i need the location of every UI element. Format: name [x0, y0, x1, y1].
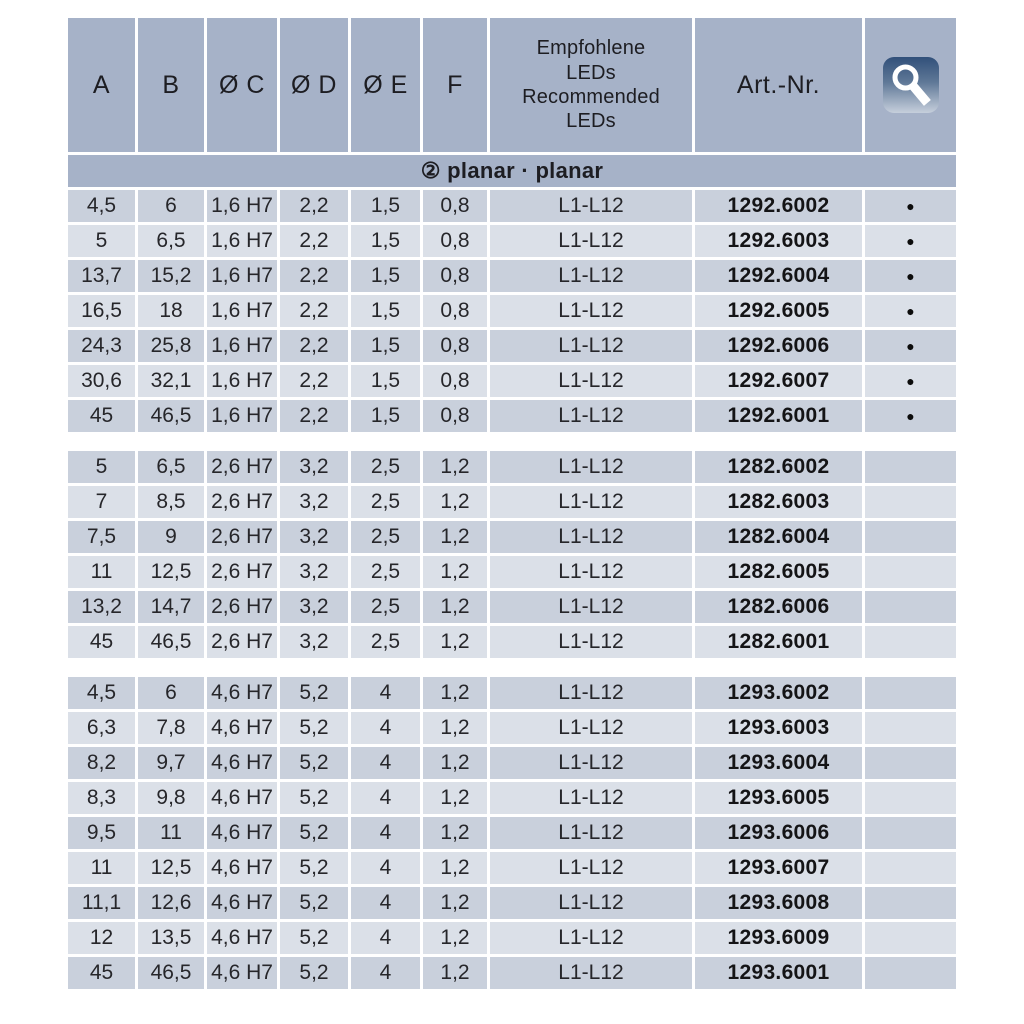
cell-b: 6: [138, 677, 204, 709]
cell-zoom: [865, 747, 956, 779]
cell-e: 2,5: [351, 626, 420, 658]
cell-leds: L1-L12: [490, 922, 692, 954]
cell-a: 7,5: [68, 521, 135, 553]
cell-e: 1,5: [351, 190, 420, 222]
column-header-zoom: [865, 18, 956, 152]
cell-a: 11: [68, 852, 135, 884]
cell-zoom: ●: [865, 225, 956, 257]
column-header-line: Recommended: [522, 86, 660, 108]
cell-a: 4,5: [68, 677, 135, 709]
column-header-a: A: [68, 18, 135, 152]
cell-c: 2,6 H7: [207, 451, 277, 483]
cell-a: 8,2: [68, 747, 135, 779]
cell-d: 3,2: [280, 556, 348, 588]
cell-b: 9,7: [138, 747, 204, 779]
column-header-leds: [490, 18, 692, 152]
cell-a: 30,6: [68, 365, 135, 397]
cell-f: 0,8: [423, 365, 487, 397]
cell-d: 2,2: [280, 295, 348, 327]
cell-zoom: [865, 852, 956, 884]
cell-a: 45: [68, 957, 135, 989]
cell-zoom: [865, 957, 956, 989]
cell-e: 4: [351, 922, 420, 954]
cell-b: 12,5: [138, 852, 204, 884]
cell-e: 2,5: [351, 556, 420, 588]
cell-f: 1,2: [423, 922, 487, 954]
cell-art: 1282.6001: [695, 626, 862, 658]
cell-f: 1,2: [423, 677, 487, 709]
cell-d: 2,2: [280, 330, 348, 362]
section-header-row: ② planar · planar: [68, 155, 956, 187]
cell-zoom: [865, 556, 956, 588]
cell-art: 1293.6003: [695, 712, 862, 744]
group-gap: [68, 435, 956, 448]
cell-f: 0,8: [423, 295, 487, 327]
cell-e: 4: [351, 817, 420, 849]
cell-a: 6,3: [68, 712, 135, 744]
cell-c: 2,6 H7: [207, 626, 277, 658]
cell-a: 11,1: [68, 887, 135, 919]
cell-zoom: [865, 486, 956, 518]
cell-b: 7,8: [138, 712, 204, 744]
cell-c: 2,6 H7: [207, 486, 277, 518]
cell-f: 0,8: [423, 400, 487, 432]
cell-leds: L1-L12: [490, 451, 692, 483]
cell-d: 2,2: [280, 365, 348, 397]
cell-a: 45: [68, 400, 135, 432]
cell-d: 5,2: [280, 677, 348, 709]
cell-e: 4: [351, 782, 420, 814]
cell-c: 1,6 H7: [207, 295, 277, 327]
cell-art: 1292.6007: [695, 365, 862, 397]
column-header-e: Ø E: [351, 18, 420, 152]
cell-e: 4: [351, 852, 420, 884]
cell-art: 1282.6004: [695, 521, 862, 553]
cell-d: 3,2: [280, 521, 348, 553]
cell-a: 5: [68, 225, 135, 257]
cell-leds: L1-L12: [490, 295, 692, 327]
cell-c: 4,6 H7: [207, 852, 277, 884]
cell-art: 1293.6006: [695, 817, 862, 849]
cell-c: 1,6 H7: [207, 225, 277, 257]
cell-leds: L1-L12: [490, 712, 692, 744]
cell-a: 45: [68, 626, 135, 658]
cell-d: 2,2: [280, 225, 348, 257]
cell-f: 1,2: [423, 486, 487, 518]
cell-c: 2,6 H7: [207, 556, 277, 588]
cell-a: 12: [68, 922, 135, 954]
column-header-d: Ø D: [280, 18, 348, 152]
cell-zoom: ●: [865, 260, 956, 292]
cell-art: 1292.6005: [695, 295, 862, 327]
cell-b: 8,5: [138, 486, 204, 518]
cell-b: 46,5: [138, 626, 204, 658]
cell-leds: L1-L12: [490, 400, 692, 432]
cell-b: 11: [138, 817, 204, 849]
cell-b: 6,5: [138, 451, 204, 483]
cell-art: 1292.6003: [695, 225, 862, 257]
cell-leds: L1-L12: [490, 957, 692, 989]
cell-e: 2,5: [351, 486, 420, 518]
cell-leds: L1-L12: [490, 677, 692, 709]
cell-c: 2,6 H7: [207, 591, 277, 623]
cell-f: 1,2: [423, 556, 487, 588]
cell-c: 1,6 H7: [207, 365, 277, 397]
cell-art: 1293.6004: [695, 747, 862, 779]
cell-art: 1282.6002: [695, 451, 862, 483]
cell-art: 1292.6006: [695, 330, 862, 362]
cell-a: 4,5: [68, 190, 135, 222]
cell-zoom: [865, 782, 956, 814]
cell-c: 1,6 H7: [207, 260, 277, 292]
cell-b: 14,7: [138, 591, 204, 623]
cell-a: 16,5: [68, 295, 135, 327]
magnifier-button[interactable]: [882, 56, 940, 114]
cell-zoom: [865, 817, 956, 849]
cell-c: 4,6 H7: [207, 817, 277, 849]
cell-f: 0,8: [423, 260, 487, 292]
cell-b: 46,5: [138, 400, 204, 432]
cell-e: 2,5: [351, 451, 420, 483]
cell-c: 1,6 H7: [207, 190, 277, 222]
cell-leds: L1-L12: [490, 626, 692, 658]
cell-leds: L1-L12: [490, 486, 692, 518]
cell-d: 5,2: [280, 817, 348, 849]
cell-b: 15,2: [138, 260, 204, 292]
cell-e: 2,5: [351, 591, 420, 623]
cell-leds: L1-L12: [490, 521, 692, 553]
cell-a: 7: [68, 486, 135, 518]
cell-zoom: ●: [865, 330, 956, 362]
cell-zoom: [865, 712, 956, 744]
cell-d: 5,2: [280, 922, 348, 954]
product-table: [68, 18, 956, 989]
cell-b: 6,5: [138, 225, 204, 257]
cell-a: 8,3: [68, 782, 135, 814]
cell-d: 3,2: [280, 451, 348, 483]
cell-zoom: [865, 521, 956, 553]
cell-d: 5,2: [280, 747, 348, 779]
cell-c: 4,6 H7: [207, 887, 277, 919]
cell-art: 1292.6004: [695, 260, 862, 292]
cell-zoom: ●: [865, 190, 956, 222]
cell-c: 4,6 H7: [207, 677, 277, 709]
cell-art: 1293.6001: [695, 957, 862, 989]
cell-b: 13,5: [138, 922, 204, 954]
cell-art: 1292.6001: [695, 400, 862, 432]
cell-d: 2,2: [280, 400, 348, 432]
cell-c: 4,6 H7: [207, 782, 277, 814]
cell-a: 11: [68, 556, 135, 588]
cell-f: 1,2: [423, 451, 487, 483]
cell-e: 1,5: [351, 330, 420, 362]
cell-f: 1,2: [423, 521, 487, 553]
cell-leds: L1-L12: [490, 260, 692, 292]
cell-f: 0,8: [423, 330, 487, 362]
cell-b: 46,5: [138, 957, 204, 989]
cell-zoom: [865, 626, 956, 658]
cell-leds: L1-L12: [490, 782, 692, 814]
cell-e: 1,5: [351, 365, 420, 397]
cell-zoom: [865, 451, 956, 483]
cell-art: 1282.6006: [695, 591, 862, 623]
magnifier-icon: [882, 56, 940, 114]
cell-leds: L1-L12: [490, 817, 692, 849]
cell-zoom: ●: [865, 400, 956, 432]
column-header-line: LEDs: [566, 61, 616, 84]
cell-leds: L1-L12: [490, 887, 692, 919]
cell-e: 4: [351, 747, 420, 779]
cell-f: 1,2: [423, 957, 487, 989]
cell-d: 3,2: [280, 591, 348, 623]
cell-art: 1293.6008: [695, 887, 862, 919]
cell-f: 1,2: [423, 782, 487, 814]
cell-leds: L1-L12: [490, 747, 692, 779]
cell-b: 9: [138, 521, 204, 553]
cell-art: 1282.6003: [695, 486, 862, 518]
cell-e: 2,5: [351, 521, 420, 553]
cell-c: 4,6 H7: [207, 712, 277, 744]
cell-f: 1,2: [423, 747, 487, 779]
cell-d: 5,2: [280, 852, 348, 884]
cell-leds: L1-L12: [490, 852, 692, 884]
cell-a: 13,7: [68, 260, 135, 292]
cell-b: 12,5: [138, 556, 204, 588]
cell-zoom: [865, 591, 956, 623]
cell-e: 4: [351, 887, 420, 919]
column-header-b: B: [138, 18, 204, 152]
cell-a: 24,3: [68, 330, 135, 362]
column-header-c: Ø C: [207, 18, 277, 152]
column-header-line: LEDs: [566, 110, 616, 133]
cell-f: 1,2: [423, 591, 487, 623]
cell-e: 4: [351, 957, 420, 989]
cell-d: 3,2: [280, 486, 348, 518]
cell-f: 1,2: [423, 817, 487, 849]
cell-leds: L1-L12: [490, 190, 692, 222]
group-gap: [68, 661, 956, 674]
column-header-art: Art.-Nr.: [695, 18, 862, 152]
cell-c: 1,6 H7: [207, 330, 277, 362]
cell-e: 1,5: [351, 295, 420, 327]
cell-zoom: ●: [865, 295, 956, 327]
cell-art: 1293.6002: [695, 677, 862, 709]
cell-f: 1,2: [423, 712, 487, 744]
cell-e: 4: [351, 677, 420, 709]
cell-c: 1,6 H7: [207, 400, 277, 432]
cell-c: 4,6 H7: [207, 957, 277, 989]
column-header-f: F: [423, 18, 487, 152]
cell-f: 1,2: [423, 887, 487, 919]
cell-leds: L1-L12: [490, 591, 692, 623]
cell-f: 1,2: [423, 626, 487, 658]
cell-b: 18: [138, 295, 204, 327]
cell-art: 1293.6009: [695, 922, 862, 954]
cell-zoom: ●: [865, 365, 956, 397]
cell-e: 4: [351, 712, 420, 744]
cell-leds: L1-L12: [490, 556, 692, 588]
cell-zoom: [865, 677, 956, 709]
cell-d: 2,2: [280, 190, 348, 222]
cell-a: 5: [68, 451, 135, 483]
cell-b: 25,8: [138, 330, 204, 362]
cell-b: 32,1: [138, 365, 204, 397]
cell-a: 9,5: [68, 817, 135, 849]
cell-f: 0,8: [423, 225, 487, 257]
cell-leds: L1-L12: [490, 365, 692, 397]
cell-c: 2,6 H7: [207, 521, 277, 553]
cell-art: 1282.6005: [695, 556, 862, 588]
cell-d: 2,2: [280, 260, 348, 292]
cell-b: 12,6: [138, 887, 204, 919]
cell-zoom: [865, 922, 956, 954]
cell-f: 1,2: [423, 852, 487, 884]
cell-b: 9,8: [138, 782, 204, 814]
cell-d: 3,2: [280, 626, 348, 658]
cell-e: 1,5: [351, 400, 420, 432]
cell-d: 5,2: [280, 782, 348, 814]
cell-art: 1293.6005: [695, 782, 862, 814]
cell-d: 5,2: [280, 957, 348, 989]
cell-f: 0,8: [423, 190, 487, 222]
cell-c: 4,6 H7: [207, 922, 277, 954]
cell-d: 5,2: [280, 712, 348, 744]
column-header-line: Empfohlene: [536, 37, 646, 60]
cell-leds: L1-L12: [490, 330, 692, 362]
cell-d: 5,2: [280, 887, 348, 919]
cell-leds: L1-L12: [490, 225, 692, 257]
cell-zoom: [865, 887, 956, 919]
cell-a: 13,2: [68, 591, 135, 623]
cell-b: 6: [138, 190, 204, 222]
cell-art: 1292.6002: [695, 190, 862, 222]
cell-art: 1293.6007: [695, 852, 862, 884]
cell-c: 4,6 H7: [207, 747, 277, 779]
cell-e: 1,5: [351, 260, 420, 292]
cell-e: 1,5: [351, 225, 420, 257]
